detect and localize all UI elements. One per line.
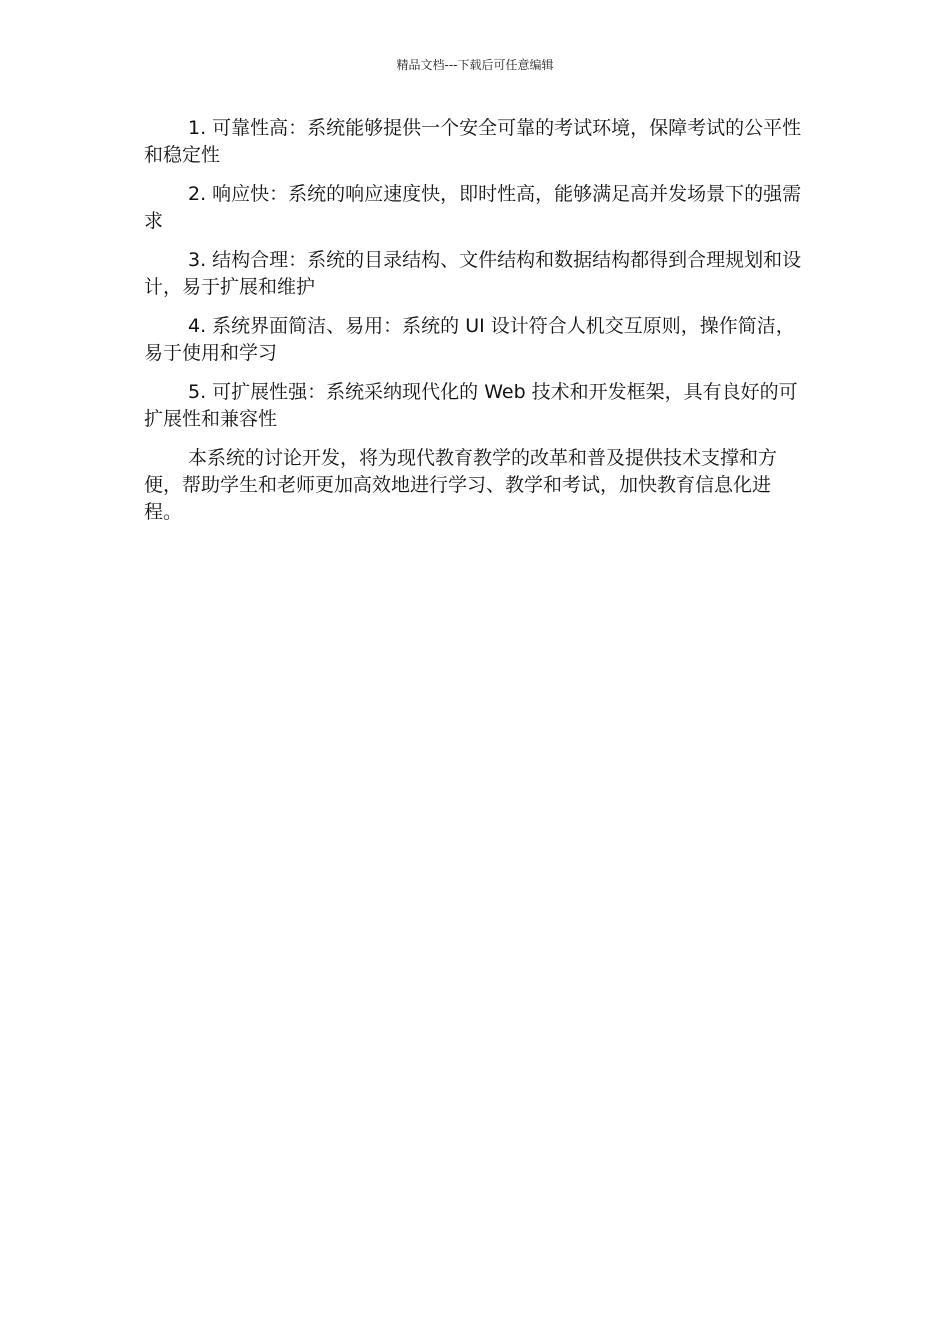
feature-item-extensibility: 5. 可扩展性强：系统采纳现代化的 Web 技术和开发框架，具有良好的可扩展性和兼容性 <box>144 381 798 430</box>
feature-item-structure: 3. 结构合理：系统的目录结构、文件结构和数据结构都得到合理规划和设计，易于扩展和维护 <box>144 249 802 298</box>
feature-item-interface: 4. 系统界面简洁、易用：系统的 UI 设计符合人机交互原则，操作简洁，易于使用和学习 <box>144 315 795 364</box>
document-body <box>144 115 808 538</box>
summary-paragraph: 本系统的讨论开发，将为现代教育教学的改革和普及提供技术支撑和方便，帮助学生和老师更加高效地进行学习、教学和考试，加快教育信息化进程。 <box>144 447 778 523</box>
feature-item-response-speed: 2. 响应快：系统的响应速度快，即时性高，能够满足高并发场景下的强需求 <box>144 183 802 232</box>
feature-item-reliability: 1. 可靠性高：系统能够提供一个安全可靠的考试环境，保障考试的公平性和稳定性 <box>144 117 802 166</box>
page-header: 精品文档---下载后可任意编辑 <box>396 58 554 72</box>
